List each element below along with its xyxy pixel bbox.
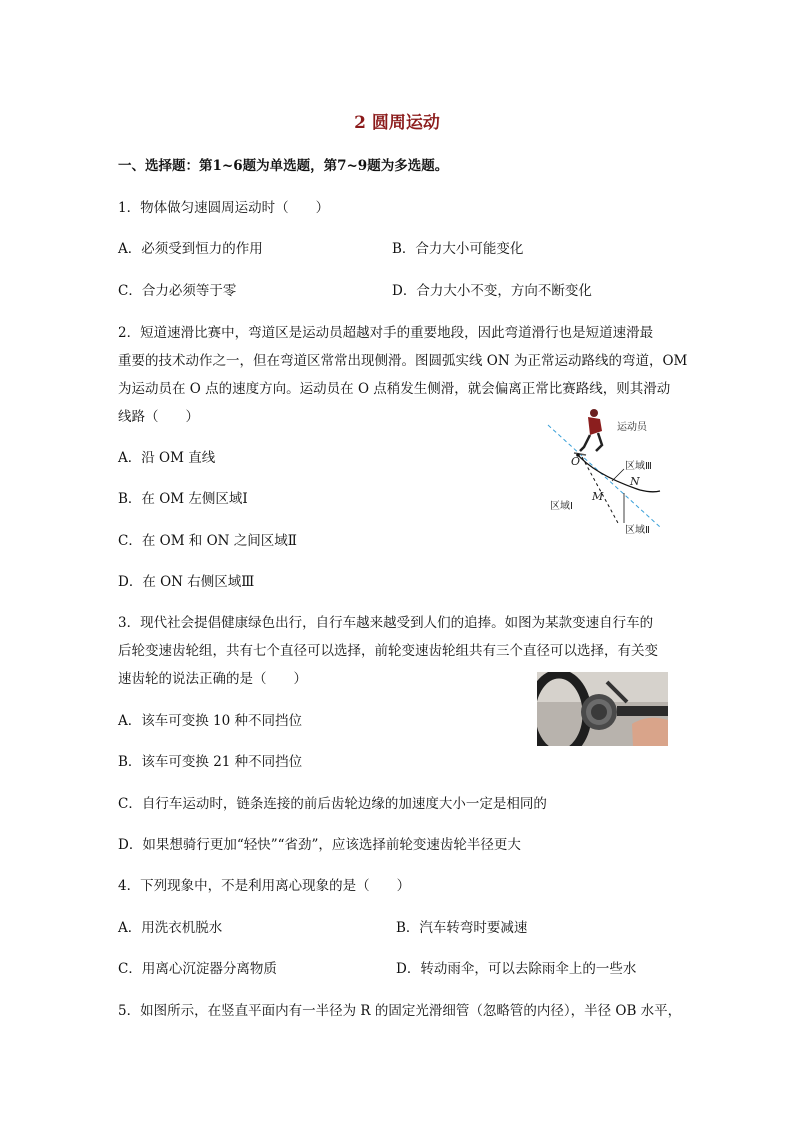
- svg-text:运动员: 运动员: [617, 422, 647, 433]
- athlete-icon: [574, 409, 602, 455]
- q4-option-a: A．用洗衣机脱水: [118, 920, 223, 936]
- q4-option-d: D．转动雨伞，可以去除雨伞上的一些水: [396, 961, 637, 977]
- q5-stem-line1: 5．如图所示，在竖直平面内有一半径为 R 的固定光滑细管（忽略管的内径），半径 OB 水平，: [118, 1003, 682, 1019]
- q4-option-c: C．用离心沉淀器分离物质: [118, 961, 277, 977]
- q2-diagram: [540, 405, 670, 545]
- bicycle-gear-photo: [537, 672, 668, 746]
- q3-stem-line1: 3．现代社会提倡健康绿色出行，自行车越来越受到人们的追捧。如图为某款变速自行车的: [118, 615, 654, 631]
- svg-text:M: M: [592, 490, 604, 503]
- q3-stem-line2: 后轮变速齿轮组，共有七个直径可以选择，前轮变速齿轮组共有三个直径可以选择，有关变: [118, 643, 658, 659]
- q2-option-b: B．在 OM 左侧区域Ⅰ: [118, 491, 248, 507]
- q1-option-c: C．合力必须等于零: [118, 283, 237, 299]
- q1-option-b: B．合力大小可能变化: [392, 241, 524, 257]
- q2-option-a: A．沿 OM 直线: [118, 450, 216, 466]
- svg-text:区域Ⅰ: 区域Ⅰ: [550, 501, 573, 512]
- q4-option-b: B．汽车转弯时要减速: [396, 920, 528, 936]
- svg-text:区域Ⅱ: 区域Ⅱ: [625, 525, 650, 536]
- q2-option-d: D．在 ON 右侧区域Ⅲ: [118, 574, 255, 590]
- svg-text:O: O: [571, 455, 581, 468]
- q2-stem-line4: 线路（ ）: [118, 409, 199, 425]
- svg-text:区域Ⅲ: 区域Ⅲ: [625, 461, 652, 472]
- q3-option-c: C．自行车运动时，链条连接的前后齿轮边缘的加速度大小一定是相同的: [118, 796, 547, 812]
- q3-option-b: B．该车可变换 21 种不同挡位: [118, 754, 303, 770]
- svg-text:N: N: [630, 475, 640, 488]
- page-title: 2 圆周运动: [354, 113, 440, 133]
- q3-option-d: D．如果想骑行更加“轻快”“省劲”，应该选择前轮变速齿轮半径更大: [118, 837, 521, 853]
- q1-stem: 1．物体做匀速圆周运动时（ ）: [118, 200, 330, 216]
- section-header: 一、选择题：第1~6题为单选题，第7~9题为多选题。: [118, 158, 449, 174]
- q1-option-d: D．合力大小不变，方向不断变化: [392, 283, 592, 299]
- q3-stem-line3: 速齿轮的说法正确的是（ ）: [118, 671, 307, 687]
- q2-stem-line2: 重要的技术动作之一，但在弯道区常常出现侧滑。图圆弧实线 ON 为正常运动路线的弯道，OM: [118, 353, 688, 369]
- q2-stem-line1: 2．短道速滑比赛中，弯道区是运动员超越对手的重要地段，因此弯道滑行也是短道速滑最: [118, 325, 654, 341]
- q4-stem: 4．下列现象中，不是利用离心现象的是（ ）: [118, 878, 411, 894]
- q2-stem-line3: 为运动员在 O 点的速度方向。运动员在 O 点稍发生侧滑，就会偏离正常比赛路线，则其滑动: [118, 381, 671, 397]
- q3-option-a: A．该车可变换 10 种不同挡位: [118, 713, 303, 729]
- q2-option-c: C．在 OM 和 ON 之间区域Ⅱ: [118, 533, 297, 549]
- arc-on: [576, 453, 660, 492]
- q1-option-a: A．必须受到恒力的作用: [118, 241, 263, 257]
